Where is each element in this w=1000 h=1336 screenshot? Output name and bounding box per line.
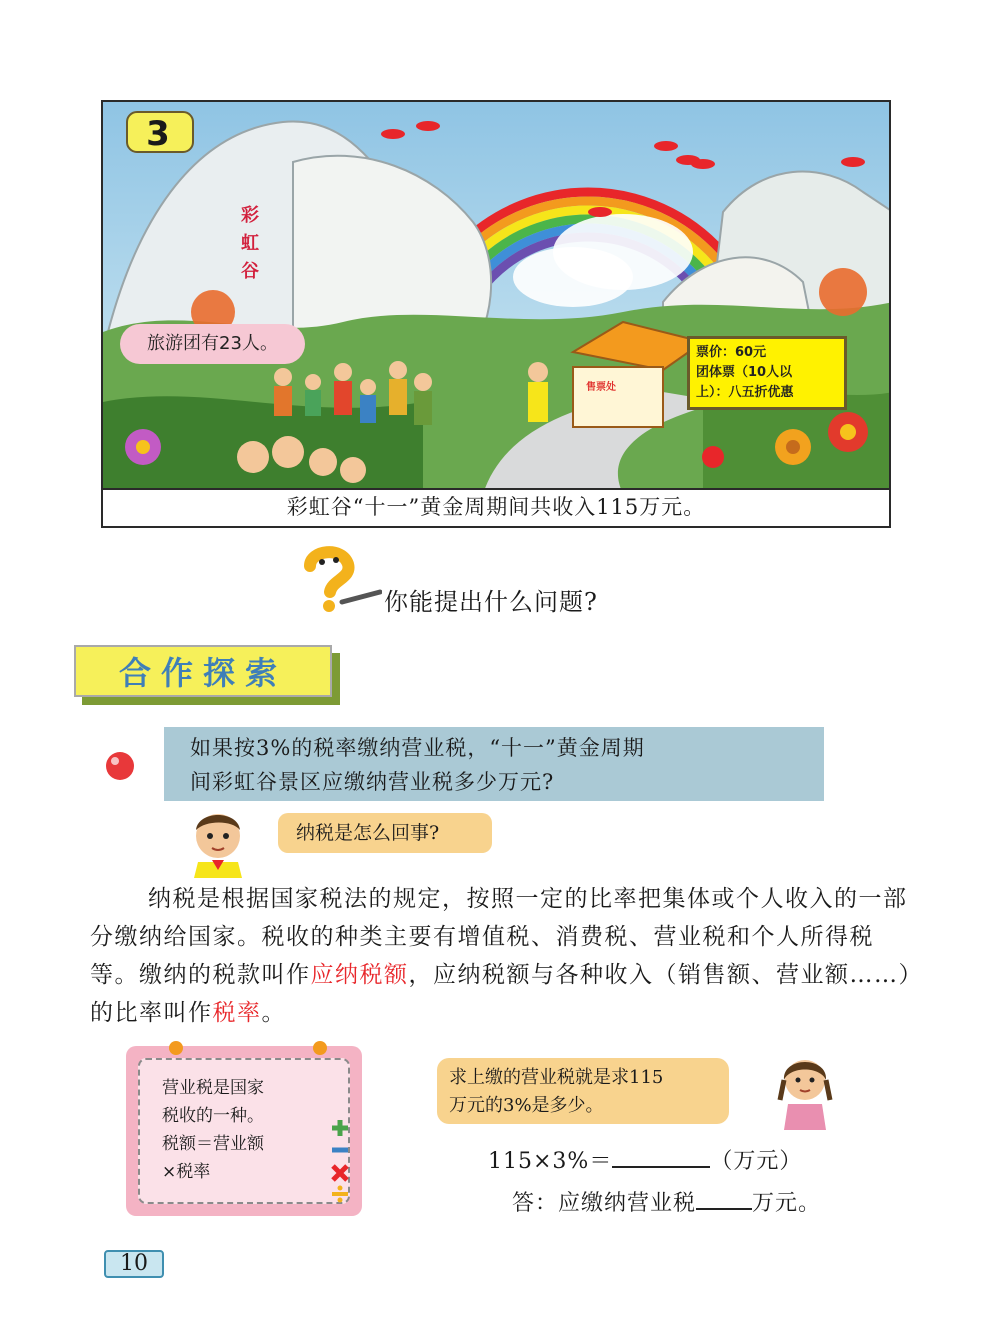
body-text-part: 纳税是根据国家税法的规定，按照一定的比率把集体或个人收入的一部分缴纳给国家。税收的种类主要有增值税、消费税、营业税和个人所得税等。缴纳的税款叫作: [90, 886, 908, 988]
lesson-number: 3: [146, 114, 170, 154]
section-banner: [74, 645, 340, 703]
girl-bubble-line: 万元的3%是多少。: [449, 1095, 604, 1116]
tax-explanation-paragraph: [90, 880, 920, 1032]
answer-suffix: 万元。: [752, 1191, 822, 1216]
girl-speech-bubble: [437, 1058, 729, 1124]
tour-group-bubble: 旅游团有23人。: [120, 324, 305, 364]
tax-explanation: [90, 880, 920, 1032]
scene-caption: 彩虹谷“十一”黄金周期间共收入115万元。: [103, 488, 889, 526]
note-line: ×税率: [162, 1162, 211, 1182]
pin-icon: [310, 1038, 330, 1058]
boy-speech-bubble: 纳税是怎么回事?: [278, 813, 492, 853]
note-line: 营业税是国家: [162, 1078, 264, 1098]
price-sign: [687, 336, 847, 410]
note-card-body: [138, 1058, 350, 1204]
term-tax-rate: 税率: [212, 1000, 262, 1026]
boy-avatar: [168, 806, 268, 878]
section-title: 合作探索: [74, 645, 332, 697]
equation-blank[interactable]: [612, 1146, 710, 1168]
price-sign-line: 上）：八五折优惠: [696, 385, 794, 400]
mountain-name-text: 彩 虹 谷: [241, 205, 259, 282]
note-line: 税收的一种。: [162, 1106, 264, 1126]
body-text-part: 。: [261, 1000, 286, 1026]
price-sign-line: 票价：60元: [696, 345, 767, 360]
note-line: 税额＝营业额: [162, 1134, 264, 1154]
equation-left: 115×3%＝: [488, 1149, 613, 1174]
scene-drawing: [103, 102, 891, 494]
girl-avatar: [770, 1050, 840, 1130]
answer-prefix: 答：应缴纳营业税: [512, 1191, 697, 1216]
problem-statement: [164, 727, 824, 801]
question-prompt: 你能提出什么问题?: [384, 588, 598, 616]
page-number: 10: [104, 1250, 164, 1278]
question-mark-icon: [292, 546, 382, 616]
equation: [488, 1144, 802, 1175]
pin-icon: [166, 1038, 186, 1058]
rainbow-valley-illustration: [101, 100, 891, 528]
answer-line: [512, 1186, 821, 1217]
body-text-part: ，应纳税额与各种收入（销售额、营业额……）的比率叫作: [90, 962, 912, 1026]
problem-line: 间彩虹谷景区应缴纳营业税多少万元?: [190, 770, 555, 794]
term-tax-payable: 应纳税额: [310, 962, 409, 988]
math-operators-icon: [326, 1118, 354, 1208]
answer-blank[interactable]: [696, 1188, 752, 1210]
equation-unit: （万元）: [710, 1149, 803, 1174]
price-sign-line: 团体票（10人以: [696, 365, 793, 380]
note-card: [126, 1046, 362, 1216]
problem-line: 如果按3%的税率缴纳营业税，“十一”黄金周期: [190, 736, 645, 760]
ticket-office-label: 售票处: [586, 382, 616, 393]
girl-bubble-line: 求上缴的营业税就是求115: [449, 1067, 664, 1088]
apple-bullet-icon: [102, 748, 138, 782]
